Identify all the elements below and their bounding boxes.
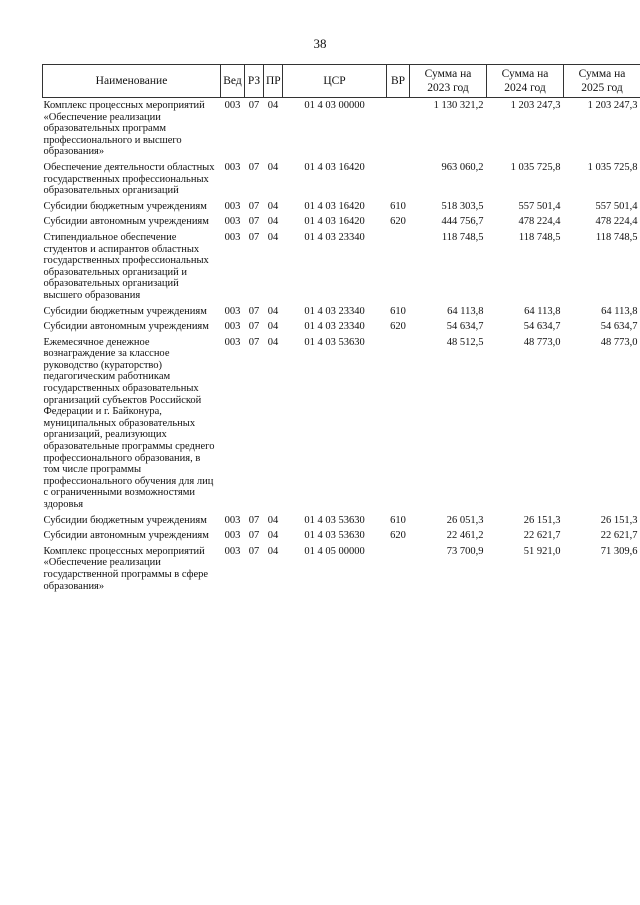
row-sum-2024: 22 621,7 [523,530,561,542]
row-sum-2025: 71 309,6 [600,545,638,557]
row-csr: 01 4 03 16420 [304,161,365,173]
row-sum-2023: 26 051,3 [446,514,484,526]
row-sum-2023: 73 700,9 [446,545,484,557]
row-ved: 003 [224,161,241,173]
row-sum-2025: 1 203 247,3 [587,100,638,111]
row-sum-2025: 118 748,5 [595,231,638,243]
header-csr: ЦСР [283,65,387,98]
row-sum-2025: 22 621,7 [600,530,638,542]
header-pr: ПР [264,65,283,98]
row-pr: 04 [267,200,279,212]
row-csr: 01 4 03 16420 [304,216,365,228]
row-csr: 01 4 03 53630 [304,514,365,526]
row-ved: 003 [224,321,241,333]
row-sum-2024: 54 634,7 [523,321,561,333]
row-name: Субсидии бюджетным учреждениям [43,514,207,526]
row-sum-2024: 1 203 247,3 [510,100,561,111]
row-sum-2023: 118 748,5 [441,231,484,243]
row-sum-2023: 64 113,8 [447,305,484,317]
row-vr [387,98,410,160]
row-sum-2025: 1 035 725,8 [587,161,638,173]
row-sum-2025: 557 501,4 [595,200,638,212]
table-row [43,528,640,544]
header-sum-2025: Сумма на 2025 год [564,65,640,98]
row-sum-2024: 48 773,0 [523,336,561,348]
row-sum-2025: 478 224,4 [595,216,638,228]
row-csr: 01 4 03 00000 [304,100,365,111]
row-sum-2023: 518 303,5 [441,200,484,212]
row-ved: 003 [224,200,241,212]
row-sum-2024: 118 748,5 [518,231,561,243]
row-sum-2023: 48 512,5 [446,336,484,348]
row-ved: 003 [224,530,241,542]
row-sum-2024: 478 224,4 [518,216,561,228]
row-name: Субсидии автономным учреждениям [43,530,209,542]
row-csr: 01 4 03 23340 [304,305,365,317]
row-sum-2023: 54 634,7 [446,321,484,333]
row-rz: 07 [248,514,260,526]
row-rz: 07 [248,161,260,173]
row-vr: 620 [390,530,406,542]
row-rz: 07 [248,545,260,557]
row-sum-2024: 26 151,3 [523,514,561,526]
row-sum-2025: 48 773,0 [600,336,638,348]
table-row [43,335,640,513]
row-pr: 04 [267,161,279,173]
row-sum-2023: 963 060,2 [441,161,484,173]
row-sum-2024: 64 113,8 [524,305,561,317]
table-row [43,199,640,215]
page-number: 38 [313,36,327,51]
row-csr: 01 4 03 23340 [304,321,365,333]
header-vr: ВР [387,65,410,98]
row-vr: 620 [390,216,406,228]
row-name: Субсидии автономным учреждениям [43,216,209,228]
budget-table [42,64,640,594]
row-ved: 003 [224,305,241,317]
header-sum-2024: Сумма на 2024 год [487,65,564,98]
row-rz: 07 [248,200,260,212]
row-name: Субсидии автономным учреждениям [43,321,209,333]
row-ved: 003 [224,514,241,526]
row-sum-2023: 444 756,7 [441,216,484,228]
row-ved: 003 [224,216,241,228]
row-pr: 04 [267,305,279,317]
row-pr: 04 [267,231,279,243]
table-row [43,230,640,304]
header-sum-2023: Сумма на 2023 год [410,65,487,98]
row-rz: 07 [248,231,260,243]
row-ved: 003 [224,100,241,111]
row-pr: 04 [267,530,279,542]
row-vr [387,335,410,513]
row-name: Комплекс процессных мероприятий «Обеспечение реализации образовательных программ профессионального и высшего образования» [43,100,205,158]
row-pr: 04 [267,216,279,228]
row-pr: 04 [267,336,279,348]
row-vr [387,230,410,304]
row-name: Стипендиальное обеспечение студентов и аспирантов областных государственных профессиональных образовательных организаций и образовательных организаций высшего образования [43,231,209,301]
table-row [43,513,640,529]
row-name: Ежемесячное денежное вознаграждение за классное руководство (кураторство) педагогическим работникам государственных образовательных организаций субъектов Российской Федерации и г. Байконура, муниципальных образовательных организаций, реализующих образовательные программы среднего профессионального образования, в том числе программы профессионального обучения для лиц с ограниченными возможностями здоровья [43,336,215,510]
row-sum-2025: 26 151,3 [600,514,638,526]
table-row [43,319,640,335]
table-row [43,98,640,160]
row-ved: 003 [224,336,241,348]
row-csr: 01 4 03 16420 [304,200,365,212]
row-csr: 01 4 03 23340 [304,231,365,243]
row-ved: 003 [224,231,241,243]
table-header [43,65,640,98]
row-sum-2023: 1 130 321,2 [433,100,484,111]
row-rz: 07 [248,321,260,333]
row-sum-2025: 54 634,7 [600,321,638,333]
header-name: Наименование [43,65,221,98]
table-row [43,544,640,594]
row-vr: 620 [390,321,406,333]
row-sum-2024: 1 035 725,8 [510,161,561,173]
row-pr: 04 [267,321,279,333]
header-rz: РЗ [245,65,264,98]
row-sum-2024: 51 921,0 [523,545,561,557]
row-vr [387,160,410,199]
row-vr: 610 [390,305,406,317]
table-row [43,214,640,230]
row-sum-2023: 22 461,2 [446,530,484,542]
row-csr: 01 4 03 53630 [304,530,365,542]
row-vr: 610 [390,200,406,212]
table-row [43,304,640,320]
row-rz: 07 [248,305,260,317]
row-sum-2025: 64 113,8 [601,305,638,317]
row-rz: 07 [248,216,260,228]
row-pr: 04 [267,100,279,111]
row-sum-2024: 557 501,4 [518,200,561,212]
row-name: Субсидии бюджетным учреждениям [43,200,207,212]
row-vr [387,544,410,594]
row-name: Субсидии бюджетным учреждениям [43,305,207,317]
row-csr: 01 4 03 53630 [304,336,365,348]
header-ved: Вед [221,65,245,98]
row-csr: 01 4 05 00000 [304,545,365,557]
row-ved: 003 [224,545,241,557]
row-rz: 07 [248,100,260,111]
row-pr: 04 [267,514,279,526]
row-name: Комплекс процессных мероприятий «Обеспечение реализации государственной программы в сфере образования» [43,545,209,592]
row-rz: 07 [248,336,260,348]
row-vr: 610 [390,514,406,526]
row-pr: 04 [267,545,279,557]
table-row [43,160,640,199]
row-rz: 07 [248,530,260,542]
row-name: Обеспечение деятельности областных государственных профессиональных образовательных организаций [43,161,215,197]
